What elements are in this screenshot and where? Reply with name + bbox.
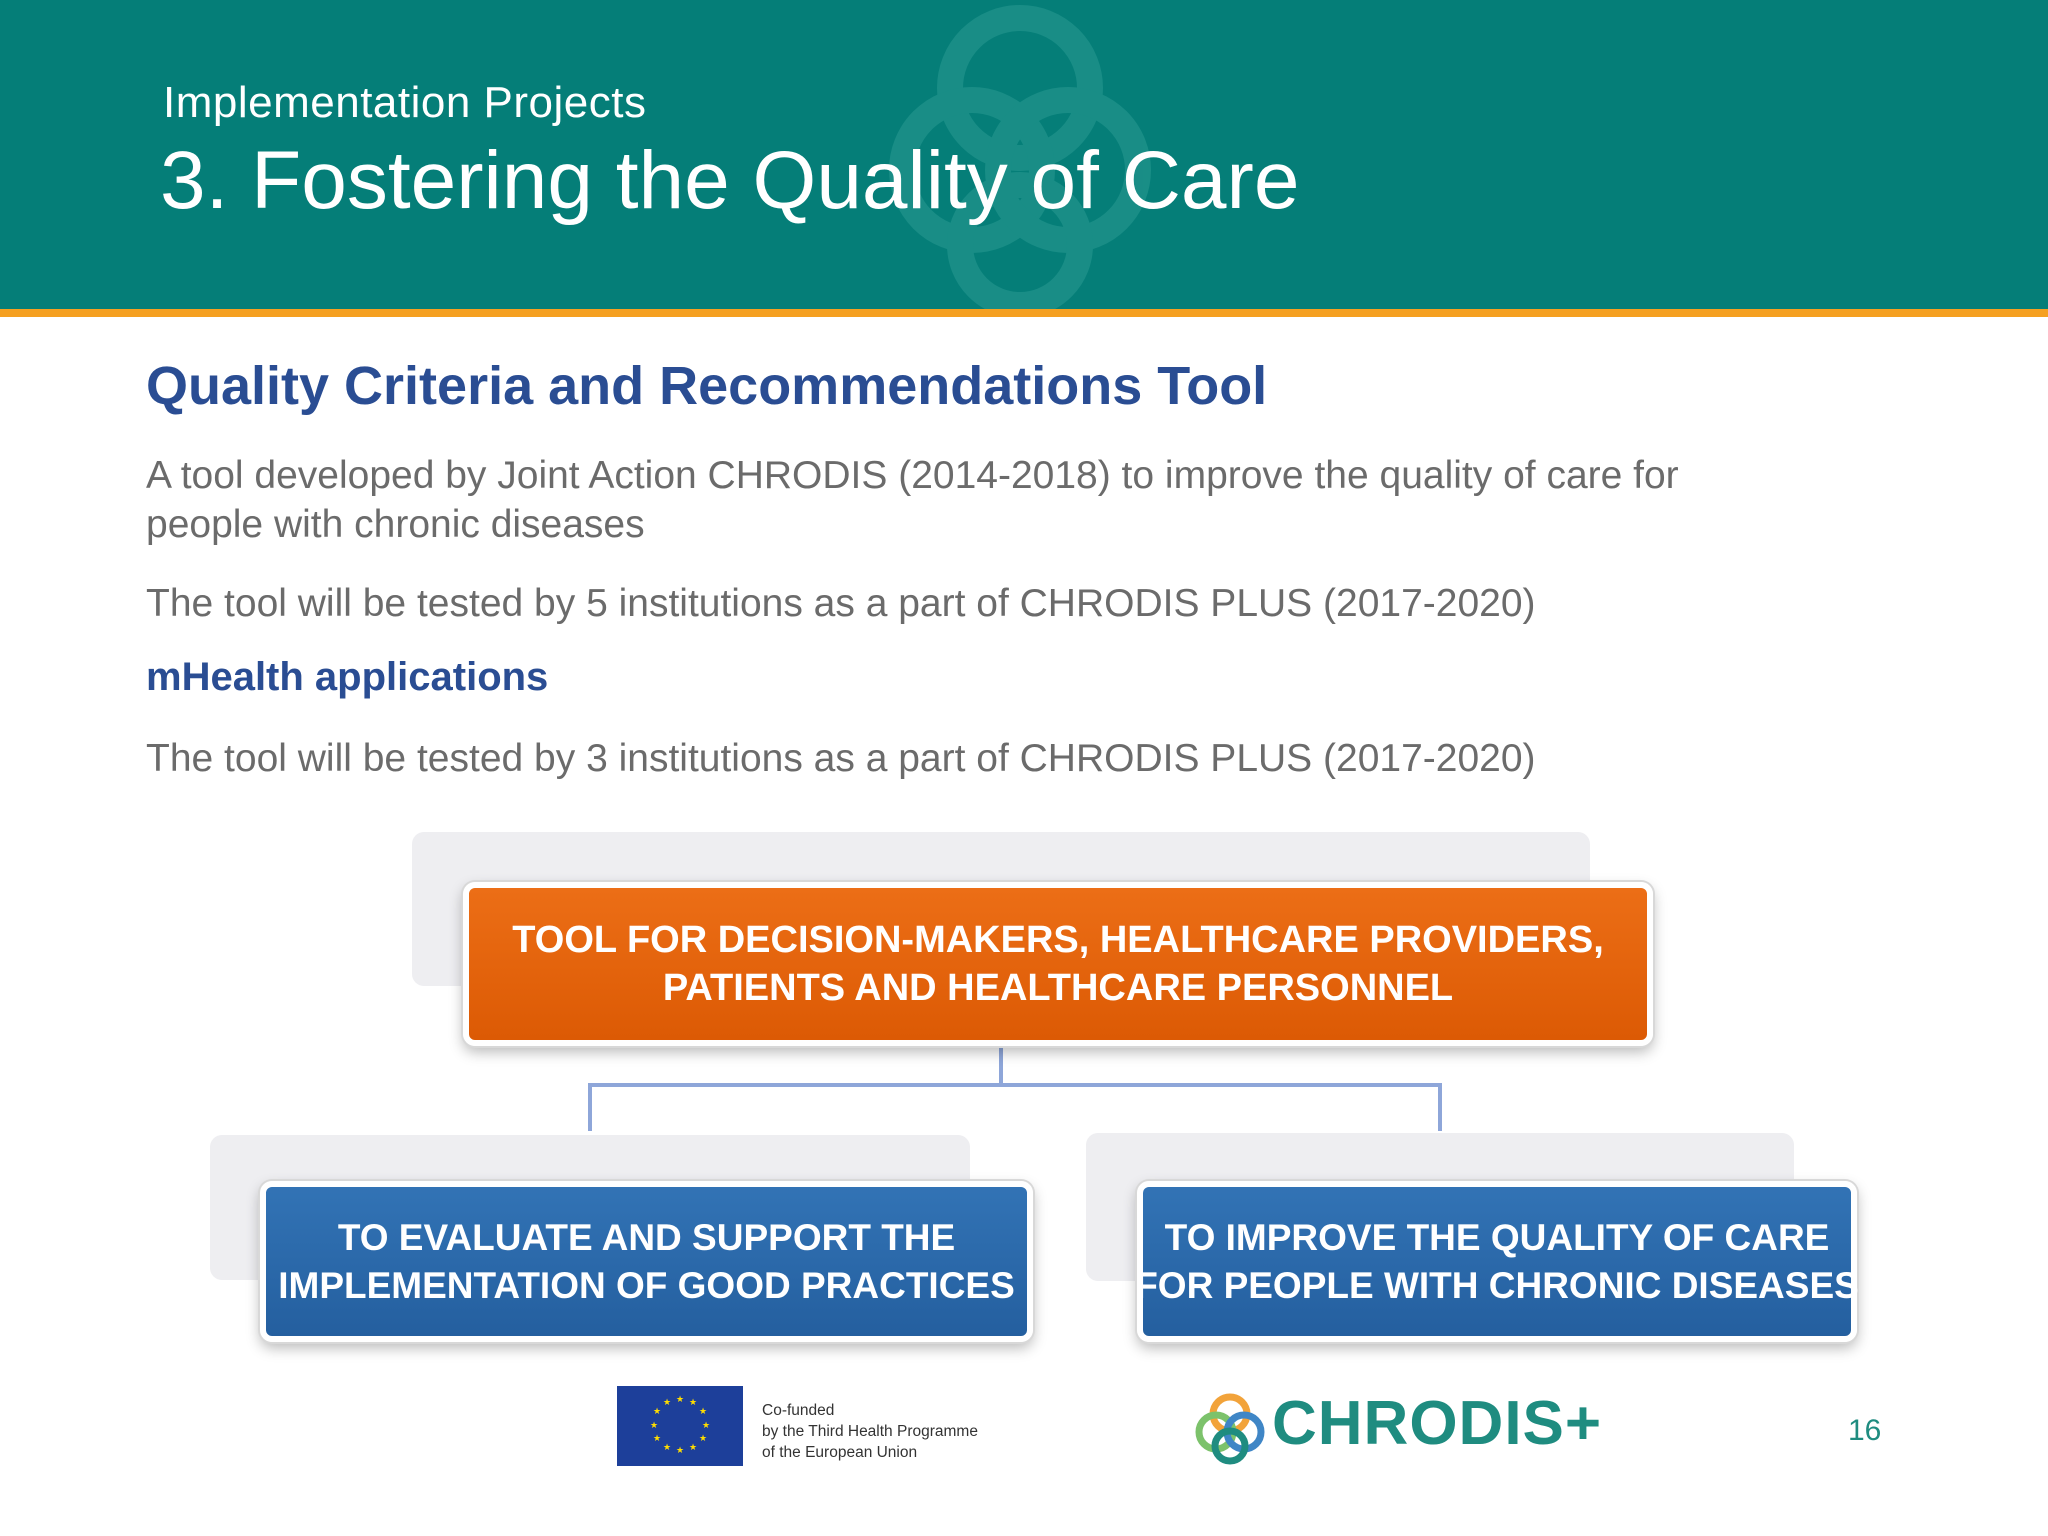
diagram-top-box [463, 882, 1653, 1046]
svg-text:★: ★ [701, 1421, 711, 1431]
chrodis-rings-logo-icon [1190, 1388, 1270, 1468]
slide-title: 3. Fostering the Quality of Care [160, 135, 1300, 226]
right-box-line-1: TO IMPROVE THE QUALITY OF CARE [1164, 1216, 1830, 1258]
cofunded-line-2: by the Third Health Programme [762, 1423, 978, 1440]
diagram-right-box [1137, 1181, 1857, 1342]
svg-text:★: ★ [688, 1398, 698, 1408]
slide-kicker: Implementation Projects [163, 78, 647, 127]
diagram-left-box [260, 1181, 1033, 1342]
connector-stem [999, 1043, 1003, 1086]
testing-paragraph-1: The tool will be tested by 5 institutions as a part of CHRODIS PLUS (2017-2020) [146, 582, 1536, 625]
chrodis-brand-name: CHRODIS+ [1272, 1389, 1603, 1458]
mhealth-subheading: mHealth applications [146, 655, 549, 699]
connector-right-drop [1438, 1083, 1442, 1131]
cofunded-line-3: of the European Union [762, 1444, 918, 1461]
svg-text:★: ★ [675, 1446, 685, 1456]
connector-bar [588, 1083, 1442, 1087]
cofunded-line-1: Co-funded [762, 1402, 835, 1419]
left-box-line-2: IMPLEMENTATION OF GOOD PRACTICES [278, 1264, 1015, 1306]
svg-text:★: ★ [675, 1395, 685, 1405]
eu-flag-icon [617, 1386, 743, 1466]
svg-text:★: ★ [652, 1407, 662, 1417]
svg-text:★: ★ [698, 1434, 708, 1444]
section-heading: Quality Criteria and Recommendations Tool [146, 356, 1268, 416]
testing-paragraph-2: The tool will be tested by 3 institutions as a part of CHRODIS PLUS (2017-2020) [146, 737, 1536, 780]
header-divider [0, 309, 2048, 317]
svg-text:★: ★ [688, 1443, 698, 1453]
svg-text:★: ★ [652, 1434, 662, 1444]
svg-text:★: ★ [662, 1443, 672, 1453]
right-box-line-2: FOR PEOPLE WITH CHRONIC DISEASES [1135, 1264, 1859, 1306]
svg-text:★: ★ [698, 1407, 708, 1417]
connector-left-drop [588, 1083, 592, 1131]
svg-text:★: ★ [662, 1398, 672, 1408]
left-box-line-1: TO EVALUATE AND SUPPORT THE [337, 1216, 956, 1258]
top-box-line-1: TOOL FOR DECISION-MAKERS, HEALTHCARE PROVIDERS, [512, 919, 1604, 961]
slide-header [0, 0, 2048, 309]
svg-text:★: ★ [649, 1421, 659, 1431]
top-box-line-2: PATIENTS AND HEALTHCARE PERSONNEL [662, 967, 1454, 1009]
cofunded-note [762, 1400, 978, 1463]
page-number: 16 [1848, 1414, 1882, 1447]
intro-paragraph: A tool developed by Joint Action CHRODIS (2014-2018) to improve the quality of care for people with chronic diseases [146, 454, 1679, 546]
